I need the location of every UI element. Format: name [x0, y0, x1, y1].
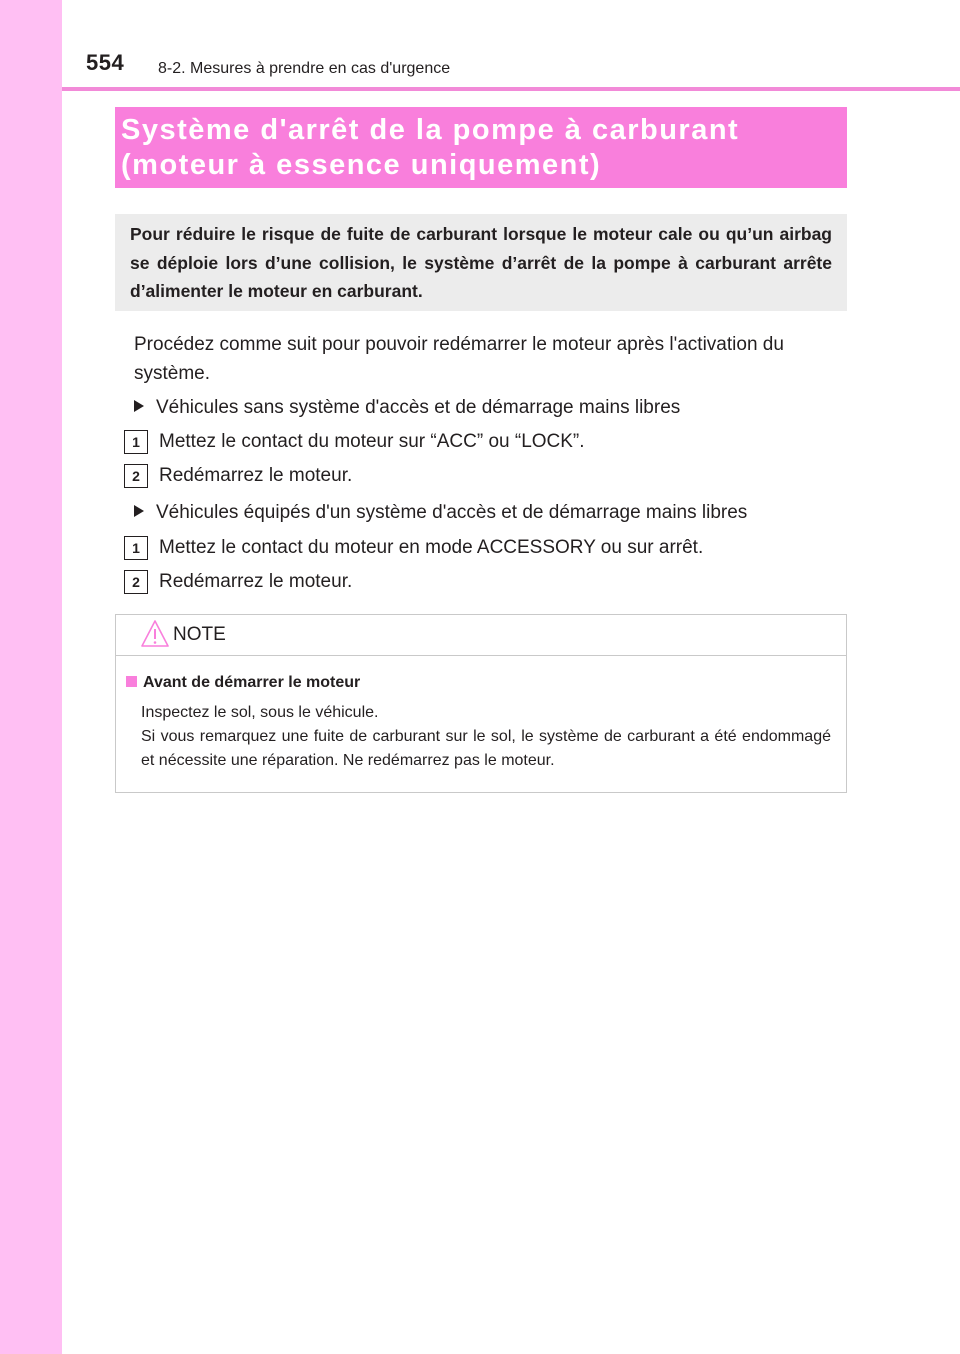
procedure-heading — [134, 501, 747, 525]
step-text: Mettez le contact du moteur en mode ACCESSORY ou sur arrêt. — [159, 537, 704, 558]
title-line-1: Système d'arrêt de la pompe à carburant — [121, 114, 740, 146]
warning-triangle-icon — [140, 619, 170, 649]
procedure-heading-text: Véhicules sans système d'accès et de démarrage mains libres — [156, 397, 681, 418]
note-label: NOTE — [173, 624, 226, 645]
step-number-badge: 2 — [124, 464, 148, 488]
step-number-badge: 2 — [124, 570, 148, 594]
note-box — [115, 614, 847, 793]
step-text: Redémarrez le moteur. — [159, 571, 353, 592]
note-body — [141, 701, 831, 773]
body-paragraph: Procédez comme suit pour pouvoir redémarrer le moteur après l'activation du système. — [134, 334, 784, 384]
note-line: Si vous remarquez une fuite de carburant sur le sol, le système de carburant a été endommagé et nécessite une réparation. Ne redémarrez pas le moteur. — [141, 728, 831, 769]
section-label: 8-2. Mesures à prendre en cas d'urgence — [158, 60, 451, 77]
side-color-band — [0, 0, 62, 1354]
procedure-heading — [134, 396, 680, 420]
bullet-triangle-icon — [134, 505, 144, 517]
step-number-badge: 1 — [124, 536, 148, 560]
note-line: Inspectez le sol, sous le véhicule. — [141, 704, 379, 721]
bullet-triangle-icon — [134, 400, 144, 412]
procedure-heading-text: Véhicules équipés d'un système d'accès et de démarrage mains libres — [156, 502, 748, 523]
step-number-badge: 1 — [124, 430, 148, 454]
square-bullet-icon — [126, 676, 137, 687]
note-item-title-text: Avant de démarrer le moteur — [143, 674, 361, 691]
step-text: Redémarrez le moteur. — [159, 465, 353, 486]
header-rule — [62, 87, 960, 91]
step-text: Mettez le contact du moteur sur “ACC” ou “LOCK”. — [159, 431, 585, 452]
note-header — [116, 615, 846, 656]
title-banner — [115, 107, 847, 188]
page-number: 554 — [86, 50, 125, 75]
note-item-title — [126, 674, 360, 692]
intro-summary: Pour réduire le risque de fuite de carburant lorsque le moteur cale ou qu’un airbag se déploie lors d’une collision, le système d’arrêt de la pompe à carburant arrête d’alimenter le moteur en carburant. — [115, 214, 847, 311]
title-line-2: (moteur à essence uniquement) — [121, 149, 602, 181]
